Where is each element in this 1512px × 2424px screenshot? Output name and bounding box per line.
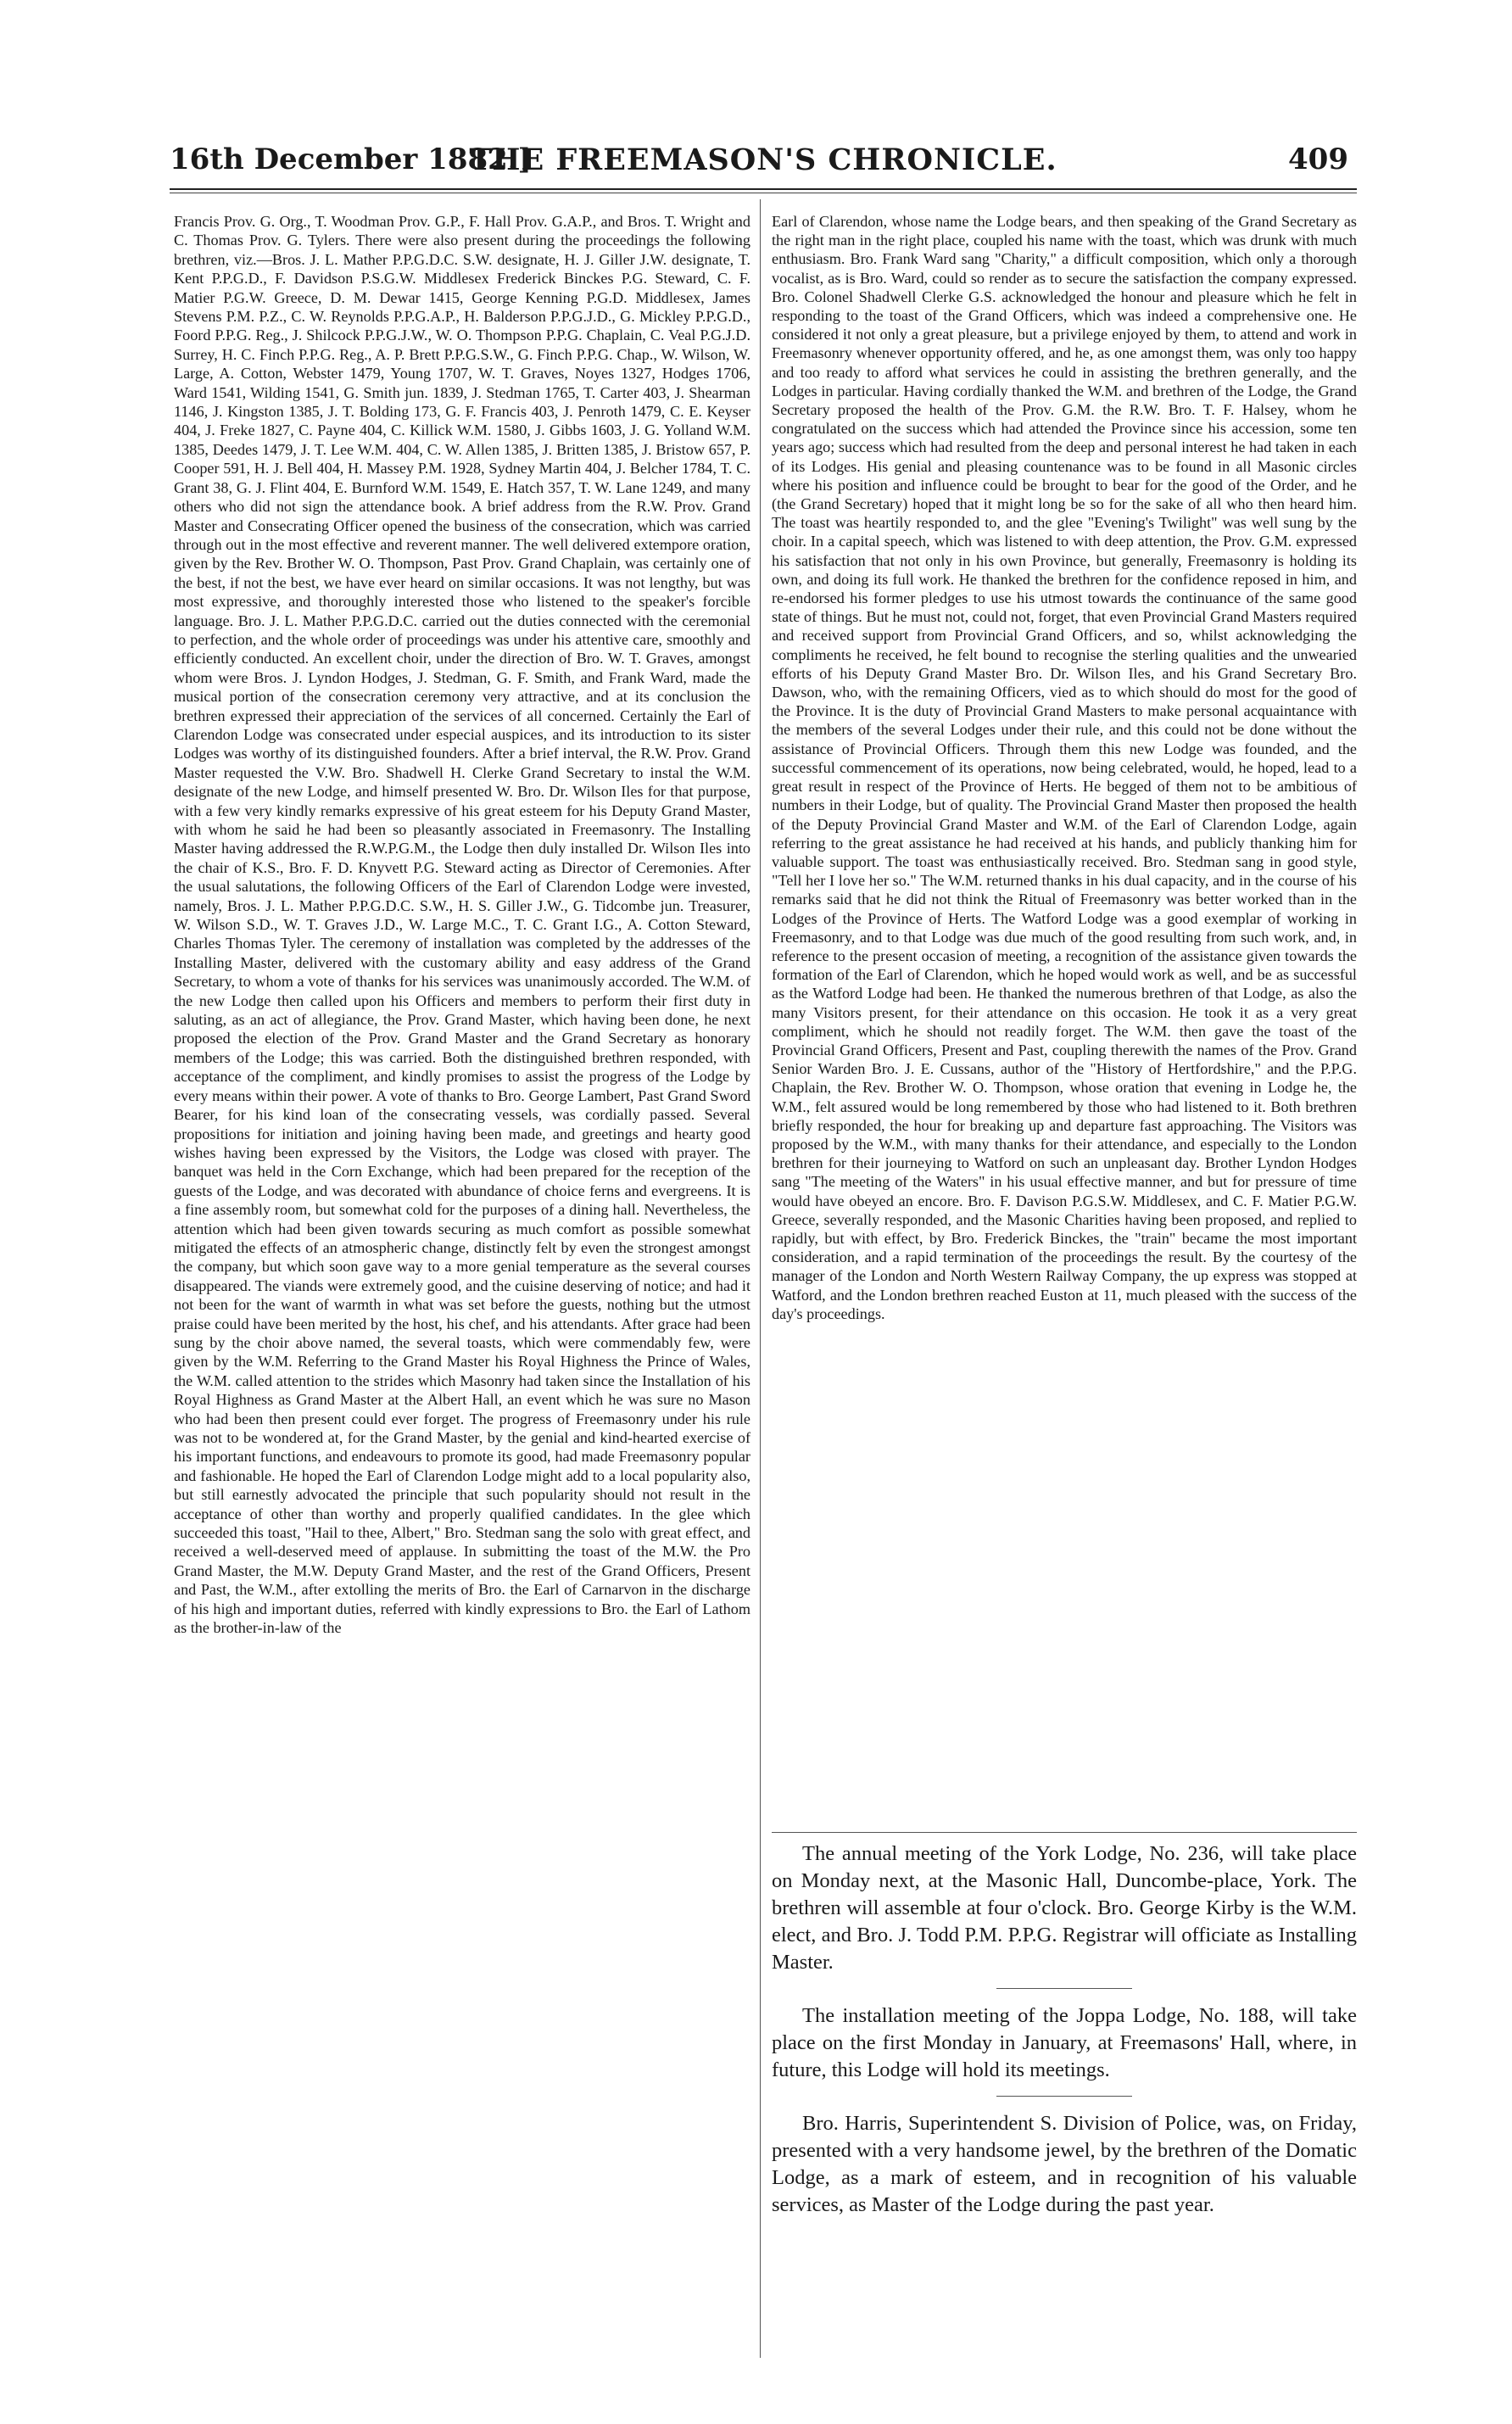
page-number: 409 — [1288, 142, 1348, 176]
notice-york-lodge: The annual meeting of the York Lodge, No. 236, will take place on Monday next, at the Masonic Hall, Duncombe-place, York. The brethren will assemble at four o'clock. Bro. George Kirby is the W.M. elect, and Bro. J. Todd P.M. P.P.G. Registrar will officiate as Installing Master. — [772, 1842, 1357, 1974]
notices-column — [772, 1840, 1357, 2349]
report-end-rule — [772, 1832, 1357, 1833]
right-column-text: Earl of Clarendon, whose name the Lodge bears, and then speaking of the Grand Secretary as the right man in the right place, coupled his name with the toast, which was drunk with much enthusiasm. Bro. Frank Ward sang "Charity," a difficult composition, which only a thorough vocalist, as is Bro. Ward, could so render as to secure the satisfaction the company expressed. Bro. Colonel Shadwell Clerke G.S. acknowledged the honour and pleasure which he felt in responding to the toast of the Grand Officers, which was indeed a comprehensive one. He considered it not only a great pleasure, but a privilege enjoyed by them, to attend and work in Freemasonry whenever opportunity offered, and he, as one amongst them, was only too happy and too ready to afford what services he could in assisting the brethren generally, and the Lodges in particular. Having cordially thanked the W.M. and brethren of the Lodge, the Grand Secretary proposed the health of the Prov. G.M. the R.W. Bro. T. F. Halsey, whom he congratulated on the success which had attended the Province since his accession, some ten years ago; success which had resulted from the deep and personal interest he had taken in each of its Lodges. His genial and pleasing countenance was to be found in all Masonic circles where his position and influence could be brought to bear for the good of the Order, and he (the Grand Secretary) hoped that it might long be so for the sake of all who then heard him. The toast was heartily responded to, and the glee "Evening's Twilight" was well sung by the choir. In a capital speech, which was listened to with deep attention, the Prov. G.M. expressed his satisfaction that not only in his own Province, but generally, Freemasonry is holding its own, and doing its full work. He thanked the brethren for the confidence reposed in him, and re-endorsed his former pledges to use his utmost towards the continuance of the same good state of things. But he must not, could not, forget, that even Provincial Grand Masters required and received support from Provincial Grand Officers, and so, whilst acknowledging the compliments he received, he felt bound to recognise the sterling qualities and the unwearied efforts of his Deputy Grand Master Bro. Dr. Wilson Iles, and his Grand Secretary Bro. Dawson, who, with the remaining Officers, vied as to which should do most for the good of the Province. It is the duty of Provincial Grand Masters to make personal acquaintance with the members of the several Lodges under their rule, and this could not be done without the assistance of Provincial Officers. Through them this new Lodge was founded, and the successful commencement of its operations, now being celebrated, would, he hoped, lead to a great result in respect of the Province of Herts. He begged of them not to be ambitious of numbers in their Lodge, but of quality. The Provincial Grand Master then proposed the health of the Deputy Provincial Grand Master and W.M. of the Earl of Clarendon Lodge, again referring to the great assistance he had received at his hands, and publicly thanking him for valuable support. The toast was enthusiastically received. Bro. Stedman sang in good style, "Tell her I love her so." The W.M. returned thanks in his dual capacity, and in the course of his remarks said that he did not think the Ritual of Freemasonry was better worked than in the Lodges of the Province of Herts. The Watford Lodge was a good exemplar of working in Freemasonry, and to that Lodge was due much of the good resulting from such work, and, in reference to the present occasion of meeting, a recognition of the assistance given towards the formation of the Earl of Clarendon, which he hoped would work as well, and be as successful as the Watford Lodge had been. He thanked the numerous brethren of that Lodge, as also the many Visitors present, for their attendance on this occasion. He took it as a very great compliment, which he should not readily forget. The W.M. then gave the toast of the Provincial Grand Officers, Present and Past, coupling therewith the names of the Prov. Grand Senior Warden Bro. J. E. Cussans, author of the "History of Hertfordshire," and the P.P.G. Chaplain, the Rev. Brother W. O. Thompson, whose oration that evening in Lodge he, the W.M., felt assured would be long remembered by those who had listened to it. Both brethren briefly responded, the hour for breaking up and departure fast approaching. The Visitors was proposed by the W.M., with many thanks for their attendance, and especially to the London brethren for their journeying to Watford on such an unpleasant day. Brother Lyndon Hodges sang "The meeting of the Waters" in his usual effective manner, and but for pressure of time would have obeyed an encore. Bro. F. Davison P.G.S.W. Middlesex, and C. F. Matier P.G.W. Greece, severally responded, and the Masonic Charities having been proposed, and replied to rapidly, but with effect, by Bro. Frederick Binckes, the "train" became the most important consideration, and a rapid termination of the proceedings the result. By the courtesy of the manager of the London and North Western Railway Company, the up express was stopped at Watford, and the London brethren reached Euston at 11, much pleased with the success of the day's proceedings. — [772, 213, 1357, 1322]
notice-separator — [996, 2096, 1132, 2097]
page-header — [170, 142, 1357, 188]
right-column-report — [772, 212, 1357, 1815]
notice-joppa-lodge: The installation meeting of the Joppa Lodge, No. 188, will take place on the first Monday in January, at Freemasons' Hall, where, in future, this Lodge will hold its meetings. — [772, 2004, 1357, 2081]
header-rule — [170, 188, 1357, 190]
left-column-text: Francis Prov. G. Org., T. Woodman Prov. G.P., F. Hall Prov. G.A.P., and Bros. T. Wright and C. Thomas Prov. G. Tylers. There were also present during the proceedings the following brethren, viz.—Bros. J. L. Mather P.P.G.D.C. S.W. designate, H. J. Giller J.W. designate, T. Kent P.P.G.D., F. Davidson P.S.G.W. Middlesex Frederick Binckes P.G. Steward, C. F. Matier P.G.W. Greece, D. M. Dewar 1415, George Kenning P.G.D. Middlesex, James Stevens P.M. P.Z., C. W. Reynolds P.P.G.A.P., H. Balderson P.P.G.J.D., G. Mickley P.P.G.D., Foord P.P.G. Reg., J. Shilcock P.P.G.J.W., W. O. Thompson P.P.G. Chaplain, C. Veal P.G.J.D. Surrey, H. C. Finch P.P.G. Reg., A. P. Brett P.P.G.S.W., G. Finch P.P.G. Chap., W. Wilson, W. Large, A. Cotton, Webster 1479, Young 1707, W. T. Graves, Noyes 1327, Hodges 1706, Ward 1541, Wilding 1541, G. Smith jun. 1839, J. Stedman 1765, T. Carter 403, J. Shearman 1146, J. Kingston 1385, J. T. Bolding 173, G. F. Francis 403, J. Penroth 1479, C. E. Keyser 404, J. Freke 1827, C. Payne 404, C. Killick W.M. 1580, J. Gibbs 1603, J. G. Yolland W.M. 1385, Deedes 1479, J. T. Lee W.M. 404, C. W. Allen 1385, J. Britten 1385, J. Bristow 657, P. Cooper 591, H. J. Bell 404, H. Massey P.M. 1928, Sydney Martin 404, J. Belcher 1784, T. C. Grant 38, G. J. Flint 404, E. Burnford W.M. 1549, E. Hatch 357, T. W. Lane 1249, and many others who did not sign the attendance book. A brief address from the R.W. Prov. Grand Master and Consecrating Officer opened the business of the consecration, which was carried through out in the most effective and reverent manner. The well delivered extempore oration, given by the Rev. Brother W. O. Thompson, Past Prov. Grand Chaplain, was certainly one of the best, if not the best, we have ever heard on similar occasions. It was not lengthy, but was most expressive, and thoroughly interested those who listened to the speaker's forcible language. Bro. J. L. Mather P.P.G.D.C. carried out the duties connected with the ceremonial to perfection, and the whole order of proceedings was under his attentive care, smoothly and efficiently conducted. An excellent choir, under the direction of Bro. W. T. Graves, amongst whom were Bros. J. Lyndon Hodges, J. Stedman, G. F. Smith, and Frank Ward, made the musical portion of the consecration ceremony very attractive, and at its conclusion the brethren expressed their appreciation of the services of all concerned. Certainly the Earl of Clarendon Lodge was consecrated under especial auspices, and its introduction to its sister Lodges was worthy of its distinguished founders. After a brief interval, the R.W. Prov. Grand Master requested the V.W. Bro. Shadwell H. Clerke Grand Secretary to instal the W.M. designate of the new Lodge, and himself presented W. Bro. Dr. Wilson Iles for that purpose, with a few very kindly remarks expressive of his great esteem for his Deputy Grand Master, with whom he said he had been so pleasantly associated in Freemasonry. The Installing Master having addressed the R.W.P.G.M., the Lodge then duly installed Dr. Wilson Iles into the chair of K.S., Bro. F. D. Knyvett P.G. Steward acting as Director of Ceremonies. After the usual salutations, the following Officers of the Earl of Clarendon Lodge were invested, namely, Bros. J. L. Mather P.P.G.D.C. S.W., H. S. Giller J.W., G. Tidcombe jun. Treasurer, W. Wilson S.D., W. T. Graves J.D., W. Large M.C., T. C. Grant I.G., A. Cotton Steward, Charles Thomas Tyler. The ceremony of installation was completed by the addresses of the Installing Master, delivered with the customary ability and easy address of the Grand Secretary, to whom a vote of thanks for his services was unanimously accorded. The W.M. of the new Lodge then called upon his Officers and members to perform their first duty in saluting, as an act of allegiance, the Prov. Grand Master, which having been done, he next proposed the election of the Prov. Grand Master and the Grand Secretary as honorary members of the Lodge; this was carried. Both the distinguished brethren responded, with acceptance of the compliment, and kindly promises to assist the progress of the Lodge by every means within their power. A vote of thanks to Bro. George Lambert, Past Grand Sword Bearer, for his kind loan of the consecrating vessels, was cordially passed. Several propositions for initiation and joining having been made, and greetings and hearty good wishes having been expressed by the Visitors, the Lodge was closed with prayer. The banquet was held in the Corn Exchange, which had been prepared for the reception of the guests of the Lodge, and was decorated with abundance of choice ferns and evergreens. It is a fine assembly room, but somewhat cold for the purposes of a dining hall. Nevertheless, the attention which had been given towards securing as much comfort as possible somewhat mitigated the effects of an atmospheric change, distinctly felt by even the strongest amongst the company, but which soon gave way to a more genial temperature as the several courses disappeared. The viands were extremely good, and the cuisine deserving of notice; and had it not been for the want of warmth in what was set before the guests, nothing but the utmost praise could have been merited by the host, his chef, and his attendants. After grace had been sung by the choir above named, the several toasts, which were commendably few, were given by the W.M. Referring to the Grand Master his Royal Highness the Prince of Wales, the W.M. called attention to the strides which Masonry had taken since the Installation of his Royal Highness as Grand Master at the Albert Hall, an event which he was sure no Mason who had been then present could ever forget. The progress of Freemasonry under his rule was not to be wondered at, for the Grand Master, by the genial and kind-hearted exercise of his important functions, and endeavours to promote its good, had made Freemasonry popular and fashionable. He hoped the Earl of Clarendon Lodge might add to a local popularity also, but still earnestly advocated the principle that such popularity should not result in the acceptance of other than worthy and properly qualified candidates. In the glee which succeeded this toast, "Hail to thee, Albert," Bro. Stedman sang the solo with great effect, and received a well-deserved meed of applause. In submitting the toast of the M.W. the Pro Grand Master, the M.W. Deputy Grand Master, and the rest of the Grand Officers, Present and Past, the W.M., after extolling the merits of Bro. the Earl of Carnarvon in the discharge of his high and important duties, referred with kindly expressions to Bro. the Earl of Lathom as the brother-in-law of the — [174, 213, 750, 1637]
header-title: THE FREEMASON'S CHRONICLE. — [469, 142, 1057, 177]
notice-separator — [996, 1988, 1132, 1989]
notice-harris-jewel: Bro. Harris, Superintendent S. Division of Police, was, on Friday, presented with a very handsome jewel, by the brethren of the Domatic Lodge, as a mark of esteem, and in recognition of his valuable services, as Master of the Lodge during the past year. — [772, 2112, 1357, 2216]
column-divider — [760, 199, 761, 2358]
header-date: 16th December 1882.] — [170, 142, 532, 176]
left-column — [174, 212, 750, 2349]
